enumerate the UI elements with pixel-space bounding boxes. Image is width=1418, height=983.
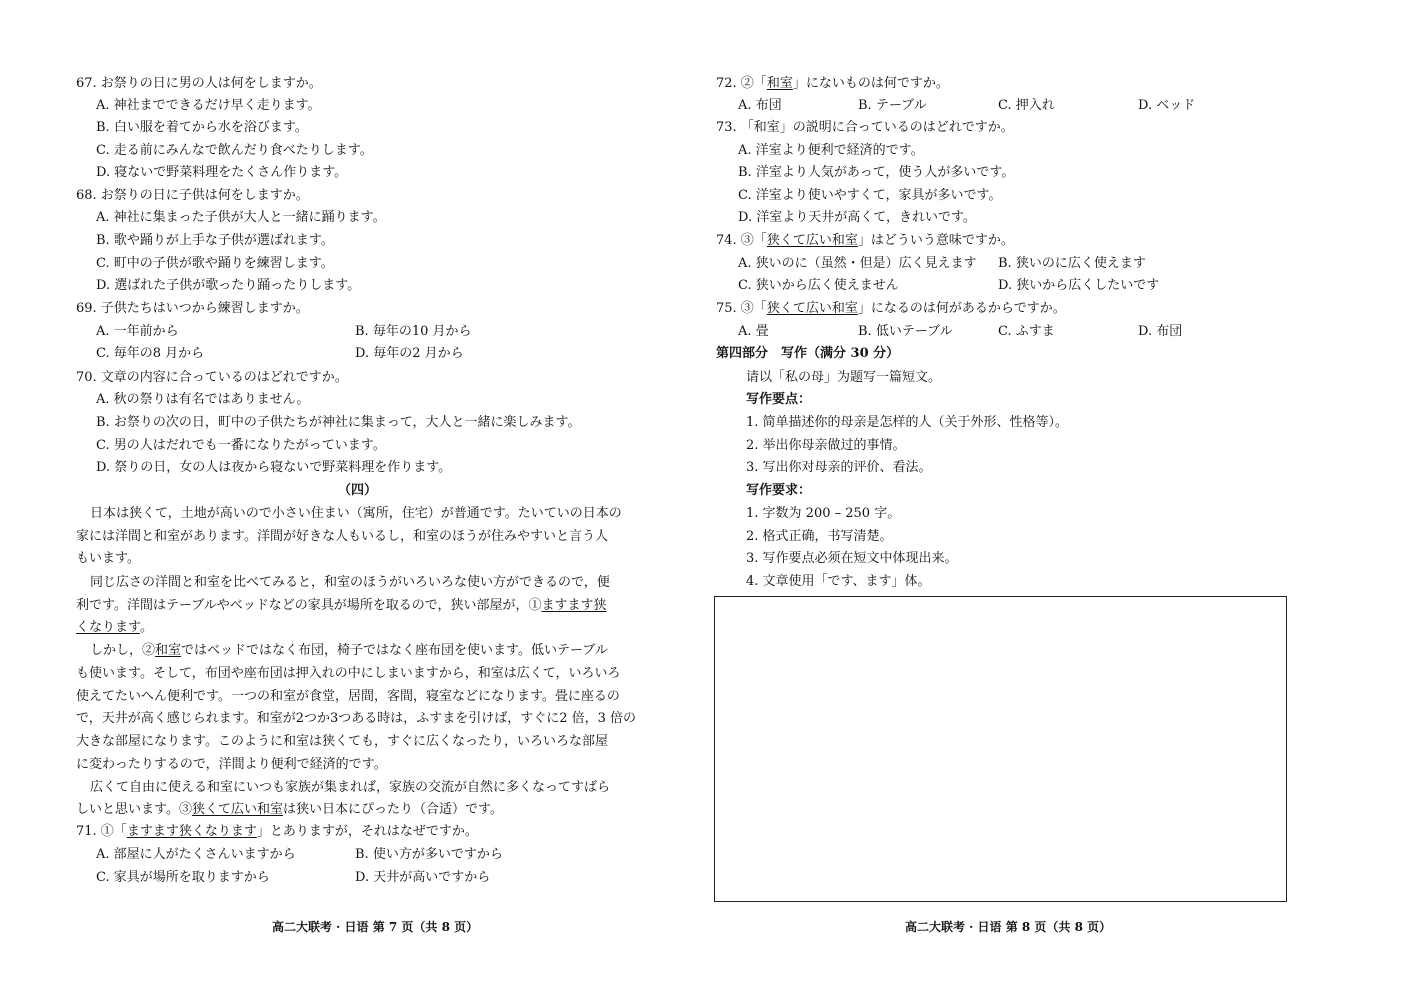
section-title: （四） bbox=[338, 483, 378, 498]
point-item: 2. 举出你母亲做过的事情。 bbox=[746, 438, 906, 453]
point-item: 3. 写出你对母亲的评价、看法。 bbox=[746, 460, 932, 475]
q69-option-a: A. 一年前から bbox=[96, 324, 179, 339]
q75-stem-start: 75. ③「 bbox=[716, 301, 767, 316]
q67-option-b: B. 白い服を着てから水を浴びます。 bbox=[96, 120, 308, 135]
q71-option-c: C. 家具が場所を取りますから bbox=[96, 870, 270, 885]
q72-stem-start: 72. ②「 bbox=[716, 76, 767, 91]
q73-option-c: C. 洋室より使いやすくて，家具が多いです。 bbox=[738, 188, 1002, 203]
passage-line: 家には洋間と和室があります。洋間が好きな人もいるし，和室のほうが住みやすいと言う人 bbox=[76, 529, 608, 544]
passage-line: 広くて自由に使える和室にいつも家族が集まれば，家族の交流が自然に多くなってすばら bbox=[90, 780, 611, 795]
passage-line bbox=[90, 641, 608, 661]
q69-option-b: B. 毎年の10 月から bbox=[355, 324, 472, 339]
underline-narimasu: くなります bbox=[76, 620, 140, 635]
q70-option-b: B. お祭りの次の日，町中の子供たちが神社に集まって，大人と一緒に楽しみます。 bbox=[96, 415, 581, 430]
q69-stem: 69. 子供たちはいつから練習しますか。 bbox=[76, 301, 309, 316]
q72-option-a: A. 布団 bbox=[738, 98, 782, 113]
passage-text: しいと思います。③ bbox=[76, 802, 192, 817]
requirement-item: 2. 格式正确，书写清楚。 bbox=[746, 529, 893, 544]
q67-stem: 67. お祭りの日に男の人は何をしますか。 bbox=[76, 76, 322, 91]
passage-line: 日本は狭くて，土地が高いので小さい住まい（寓所，住宅）が普通です。たいていの日本の bbox=[90, 506, 622, 521]
q72-underline: 和室 bbox=[766, 76, 793, 91]
passage-line bbox=[76, 596, 607, 616]
q69-option-d: D. 毎年の2 月から bbox=[355, 346, 464, 361]
q73-option-b: B. 洋室より人気があって，使う人が多いです。 bbox=[738, 165, 1015, 180]
q72-stem-rest: 」にないものは何ですか。 bbox=[792, 76, 949, 91]
q73-option-d: D. 洋室より天井が高くて，きれいです。 bbox=[738, 210, 976, 225]
passage-text: 。 bbox=[139, 620, 153, 635]
requirement-item: 3. 写作要点必须在短文中体现出来。 bbox=[746, 551, 958, 566]
passage-line: 大きな部屋になります。このように和室は狭くても，すぐに広くなったり，いろいろな部屋 bbox=[76, 734, 608, 749]
q75-option-d: D. 布団 bbox=[1138, 324, 1183, 339]
passage-line bbox=[76, 618, 153, 638]
q68-stem: 68. お祭りの日に子供は何をしますか。 bbox=[76, 188, 309, 203]
q74-stem bbox=[716, 231, 1014, 251]
q73-option-a: A. 洋室より便利で経済的です。 bbox=[738, 143, 924, 158]
q72-option-c: C. 押入れ bbox=[998, 98, 1055, 113]
right-footer: 高二大联考 · 日语 第 8 页（共 8 页） bbox=[905, 920, 1112, 934]
q73-stem: 73. 「和室」の説明に合っているのはどれですか。 bbox=[716, 120, 1014, 135]
q74-option-b: B. 狭いのに広く使えます bbox=[998, 256, 1146, 271]
q68-option-c: C. 町中の子供が歌や踊りを練習します。 bbox=[96, 256, 334, 271]
q74-option-c: C. 狭いから広く使えません bbox=[738, 278, 899, 293]
q71-option-a: A. 部屋に人がたくさんいますから bbox=[96, 847, 296, 862]
q74-underline: 狭くて広い和室 bbox=[766, 233, 858, 248]
q70-stem: 70. 文章の内容に合っているのはどれですか。 bbox=[76, 370, 348, 385]
q71-underline: ますます狭くなります bbox=[126, 824, 257, 839]
points-title: 写作要点： bbox=[746, 392, 812, 407]
part4-prompt: 请以「私の母」为题写一篇短文。 bbox=[746, 370, 942, 385]
q71-stem-rest: 」とありますが，それはなぜですか。 bbox=[256, 824, 478, 839]
q74-stem-start: 74. ③「 bbox=[716, 233, 767, 248]
q68-option-d: D. 選ばれた子供が歌ったり踊ったりします。 bbox=[96, 278, 361, 293]
requirement-item: 1. 字数为 200 – 250 字。 bbox=[746, 506, 901, 521]
passage-text: しかし， bbox=[90, 643, 143, 658]
q67-option-a: A. 神社までできるだけ早く走ります。 bbox=[96, 98, 321, 113]
passage-line bbox=[76, 800, 503, 820]
passage-line: もいます。 bbox=[76, 551, 140, 566]
q68-option-b: B. 歌や踊りが上手な子供が選ばれます。 bbox=[96, 233, 334, 248]
q70-option-d: D. 祭りの日，女の人は夜から寝ないで野菜料理を作ります。 bbox=[96, 460, 452, 475]
marker-1: ① bbox=[528, 598, 542, 613]
passage-text: 利です。洋間はテーブルやベッドなどの家具が場所を取るので，狭い部屋が， bbox=[76, 598, 529, 613]
q70-option-c: C. 男の人はだれでも一番になりたがっています。 bbox=[96, 438, 386, 453]
passage-text: ではベッドではなく布団，椅子ではなく座布団を使います。低いテーブル bbox=[181, 643, 608, 658]
q75-underline: 狭くて広い和室 bbox=[766, 301, 858, 316]
q71-option-d: D. 天井が高いですから bbox=[355, 870, 491, 885]
q70-option-a: A. 秋の祭りは有名ではありません。 bbox=[96, 392, 310, 407]
q74-option-a: A. 狭いのに（虽然・但是）広く見えます bbox=[738, 256, 977, 271]
q67-option-c: C. 走る前にみんなで飲んだり食べたりします。 bbox=[96, 143, 373, 158]
point-item: 1. 简单描述你的母亲是怎样的人（关于外形、性格等）。 bbox=[746, 415, 1069, 430]
q75-stem-rest: 」になるのは何があるからですか。 bbox=[857, 301, 1066, 316]
q72-option-b: B. テーブル bbox=[858, 98, 927, 113]
q71-stem-start: 71. ①「 bbox=[76, 824, 127, 839]
passage-text: は狭い日本にぴったり（合适）です。 bbox=[282, 802, 503, 817]
q67-option-d: D. 寝ないで野菜料理をたくさん作ります。 bbox=[96, 165, 348, 180]
q75-option-c: C. ふすま bbox=[998, 324, 1055, 339]
requirements-title: 写作要求： bbox=[746, 483, 812, 498]
underline-semakute: 狭くて広い和室 bbox=[191, 802, 283, 817]
passage-line: で，天井が高く感じられます。和室が2つか3つある時は，ふすまを引けば，すぐに2 倍，3 倍の bbox=[76, 711, 637, 726]
passage-line: 同じ広さの洋間と和室を比べてみると，和室のほうがいろいろな使い方ができるので，便 bbox=[90, 575, 610, 590]
q75-option-a: A. 畳 bbox=[738, 324, 769, 339]
passage-line: に変わったりするので，洋間より便利で経済的です。 bbox=[76, 757, 387, 772]
part4-title: 第四部分 写作（满分 30 分） bbox=[716, 346, 900, 361]
q72-stem bbox=[716, 74, 949, 94]
passage-line: も使います。そして，布団や座布団は押入れの中にしまいますから，和室は広くて，いろいろ bbox=[76, 666, 621, 681]
q68-option-a: A. 神社に集まった子供が大人と一緒に踊ります。 bbox=[96, 210, 386, 225]
q71-stem bbox=[76, 822, 478, 842]
q75-option-b: B. 低いテーブル bbox=[858, 324, 953, 339]
writing-answer-box[interactable] bbox=[714, 596, 1287, 902]
q74-stem-rest: 」はどういう意味ですか。 bbox=[857, 233, 1014, 248]
q71-option-b: B. 使い方が多いですから bbox=[355, 847, 503, 862]
q74-option-d: D. 狭いから広くしたいです bbox=[998, 278, 1160, 293]
q75-stem bbox=[716, 299, 1066, 319]
q72-option-d: D. ベッド bbox=[1138, 98, 1196, 113]
marker-2: ② bbox=[142, 643, 156, 658]
underline-washitsu: 和室 bbox=[155, 643, 182, 658]
underline-masumasu: ますます狭 bbox=[541, 598, 607, 613]
q69-option-c: C. 毎年の8 月から bbox=[96, 346, 205, 361]
passage-line: 使えてたいへん便利です。一つの和室が食堂，居間，客間，寝室などになります。畳に座るの bbox=[76, 689, 620, 704]
left-footer: 高二大联考 · 日语 第 7 页（共 8 页） bbox=[272, 920, 479, 934]
requirement-item: 4. 文章使用「です、ます」体。 bbox=[746, 574, 931, 589]
